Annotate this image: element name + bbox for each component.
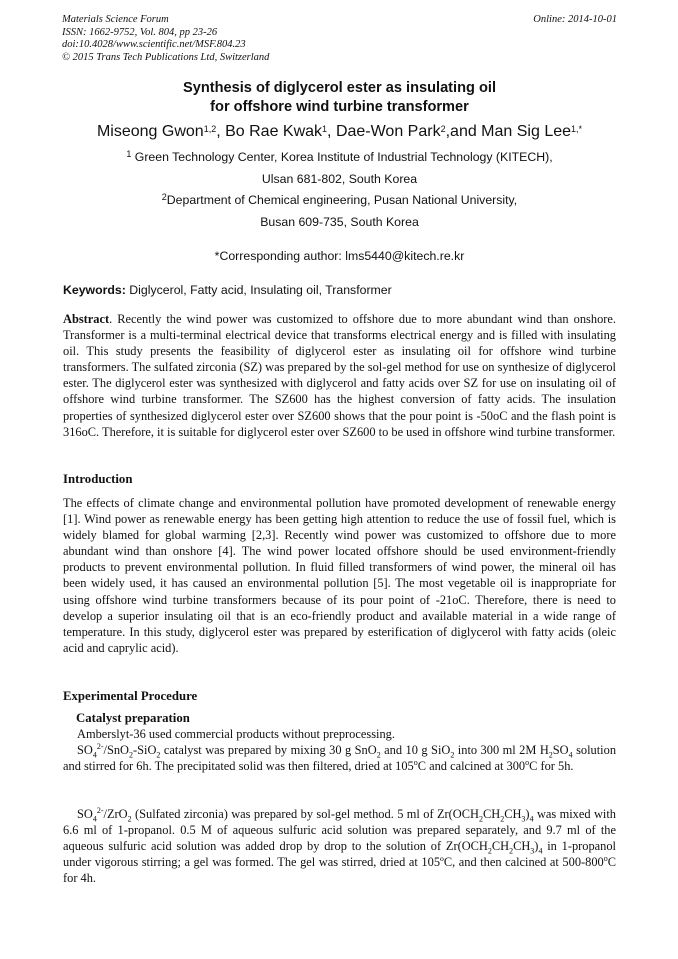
affiliation-1-line-2: Ulsan 681-802, South Korea [261,172,418,186]
corresponding-author: *Corresponding author: lms5440@kitech.re.kr [214,249,465,263]
paragraph-sulfated-zirconia: $SO_4^{2-}/ZrO_2$ (Sulfated zirconia) was prepared by sol-gel method. 5 ml of $Zr(OCH_2CH_2CH_3)_4$ was mixed with 6.6 ml of 1-propanol. 0.5 M of aqueous sulfuric acid solution was prepared separately, and 9.7 ml of the aqueous sulfuric acid solution was added drop by drop to the solution of $Zr(OCH_2CH_2CH_3)_4$ in 1-propanol under vigorous stirring; a gel was formed. The gel was stirred, dried at 105ºC, and then calcined at 500-800$^o$C for 4h. [63,805,617,886]
abstract-text: . Recently the wind power was customized to offshore due to more abundant wind than onshore. Transformer is a multi-terminal electrical device that transforms electrical energy and is filled with insulating oil. This study presents the feasibility of diglycerol ester as insulating oil for offshore wind turbine transformers. The sulfated zirconia (SZ) was prepared by the sol-gel method for use on synthesize of diglycerol ester. The diglycerol ester was synthesized with diglycerol and fatty acids over SZ for use on insulating oil of offshore wind turbine transformer. The SZ600 has the highest conversion of fatty acids. The insulation properties of synthesized diglycerol ester over SZ600 shows that the pour point is -50oC and the flash point is 316oC. Therefore, it is suitable for diglycerol ester over SZ600 to be used in offshore wind turbine transformer. [63,312,616,439]
affiliation-2-text: Department of Chemical engineering, Pusan National University, [166,193,518,207]
keywords-text: Diglycerol, Fatty acid, Insulating oil, Transformer [125,283,392,297]
introduction-text: The effects of climate change and environmental pollution have promoted development of renewable energy [1]. Wind power as renewable energy has been getting high attention to reduce the use of fossil fuel, which is widely blamed for global warming [2,3]. Recently wind power was customized to offshore due to more abundant wind than onshore [4]. The wind power located offshore should be used environment-friendly products to prevent environmental pollution. In fluid filled transformers of wind power, the mineral oil has been widely used, it has caused an environmental pollution [5]. The most vegetable oil is inappropriate for using offshore wind turbine transformers because of its pour point of -21oC. Therefore, there is need to develop a superior insulating oil that is an eco-friendly product and available material in a wide range of temperature. In this study, diglycerol ester was prepared by esterification of diglycerol with fatty acids (oleic acid and caprylic acid). [63,496,616,655]
paragraph-so4-sno2-sio2: $SO_4^{2-}/SnO_2-SiO_2$ catalyst was prepared by mixing 30 g SnO$_2$ and 10 g SiO$_2$ into 300 ml 2M $H_2SO_4$ solution and stirred for 6h. The precipitated solid was then filtered, dried at 105$^o$C and calcined at 300$^o$C for 5h. [63,741,617,774]
author-list [62,122,617,142]
affiliation-1-marker: 1 [126,149,132,159]
paragraph-amberlyst: Amberslyt-36 used commercial products without preprocessing. [77,727,395,741]
journal-header [62,14,617,64]
affiliation-2-line-1 [62,192,617,208]
title-line-1: Synthesis of diglycerol ester as insulating oil [182,80,497,96]
affiliation-1-text: Green Technology Center, Korea Institute of Industrial Technology (KITECH), [131,150,553,164]
author-3-affil: 2 [440,124,446,134]
online-date: Online: 2014-10-01 [533,14,617,25]
abstract [63,311,616,440]
author-4: ,and Man Sig Lee [445,123,572,140]
doi: doi:10.4028/www.scientific.net/MSF.804.23 [62,39,246,50]
catalyst-preparation-heading: Catalyst preparation [76,711,190,725]
keywords-label: Keywords: [63,283,126,297]
journal-name: Materials Science Forum [62,14,169,25]
affiliation-2-line-2: Busan 609-735, South Korea [260,215,419,229]
copyright: © 2015 Trans Tech Publications Ltd, Switzerland [62,51,270,63]
affiliation-2-marker: 2 [161,192,167,202]
author-1: Miseong Gwon [96,123,204,140]
experimental-heading: Experimental Procedure [63,689,198,703]
author-2: , Bo Rae Kwak [216,123,323,140]
author-2-affil: 1 [322,124,328,134]
title-line-2: for offshore wind turbine transformer [210,99,469,115]
introduction-heading: Introduction [63,472,133,486]
keywords [63,283,616,297]
issn: ISSN: 1662-9752, Vol. 804, pp 23-26 [62,26,218,38]
author-1-affil: 1,2 [203,124,217,134]
paper-title [62,79,617,117]
author-3: , Dae-Won Park [327,123,441,140]
author-4-affil: 1,* [571,124,583,134]
affiliation-1-line-1 [62,149,617,165]
abstract-label: Abstract [63,312,110,326]
